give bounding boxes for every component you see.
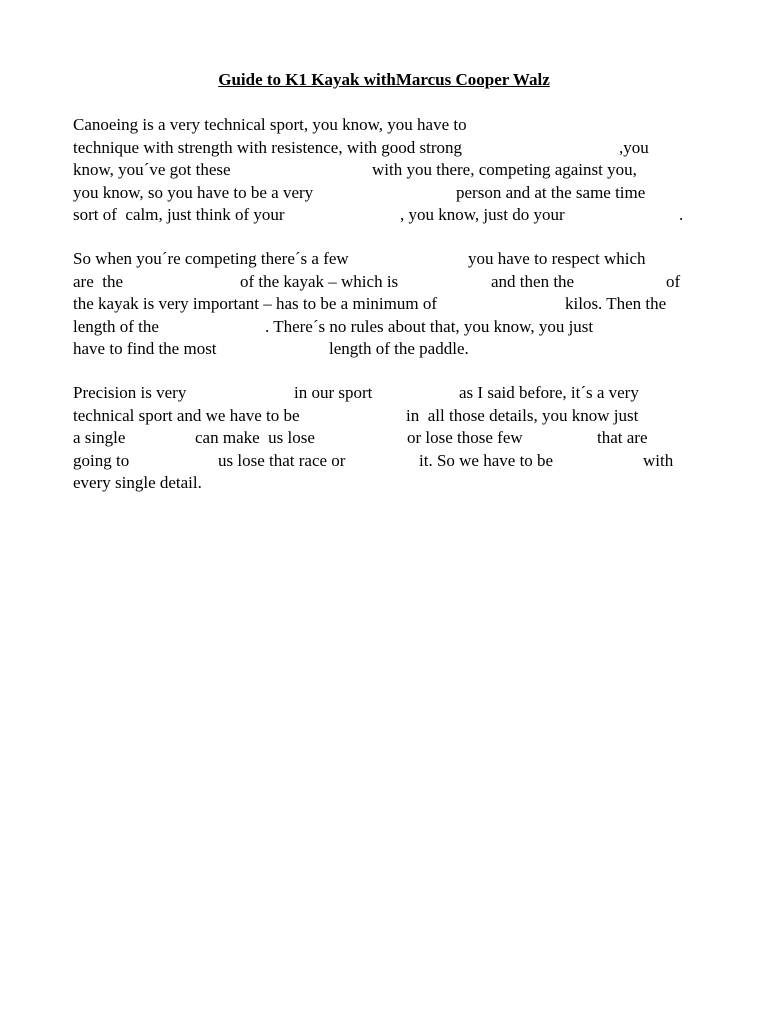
- text-segment: So when you´re competing there´s a few: [73, 249, 349, 268]
- text-segment: the kayak is very important – has to be a minimum of: [73, 294, 438, 313]
- text-line: [73, 338, 693, 361]
- text-line: [73, 182, 693, 205]
- text-segment: and then the: [491, 271, 575, 291]
- text-segment: length of the paddle.: [329, 339, 469, 358]
- text-segment: sort of calm, just think of your: [73, 205, 285, 224]
- text-line: [73, 427, 693, 450]
- paragraph-3: [73, 382, 693, 495]
- text-segment: in all those details, you know just: [406, 405, 639, 425]
- text-segment: every single detail.: [73, 473, 202, 492]
- text-segment: with you there, competing against you,: [372, 160, 637, 179]
- text-segment: have to find the most: [73, 339, 217, 358]
- text-segment: technique with strength with resistence, with good strong: [73, 137, 463, 157]
- text-line: [73, 271, 693, 294]
- text-segment: us lose that race or: [218, 450, 346, 470]
- text-segment: kilos. Then the: [565, 294, 667, 313]
- text-segment: , you know, just do your: [400, 205, 565, 224]
- text-line: [73, 159, 693, 182]
- text-line: [73, 382, 693, 405]
- text-segment: are the: [73, 271, 124, 291]
- text-segment: person and at the same time: [456, 182, 646, 202]
- text-line: [73, 450, 693, 473]
- text-segment: . There´s no rules about that, you know, you just: [265, 316, 594, 336]
- text-segment: you know, so you have to be a very: [73, 182, 314, 202]
- text-segment: it. So we have to be: [419, 450, 554, 470]
- text-segment: Precision is very: [73, 383, 187, 402]
- text-line: [73, 248, 693, 271]
- text-segment: Canoeing is a very technical sport, you know, you have to: [73, 115, 467, 134]
- text-segment: in our sport: [294, 383, 373, 402]
- text-segment: .: [679, 205, 684, 224]
- text-line: [73, 316, 693, 339]
- paragraph-2: [73, 248, 693, 361]
- text-line: [73, 204, 693, 227]
- text-segment: or lose those few: [407, 428, 523, 447]
- text-segment: as I said before, it´s a very: [459, 383, 639, 402]
- text-line: [73, 137, 693, 160]
- text-segment: of: [666, 271, 681, 291]
- text-segment: length of the: [73, 316, 159, 336]
- text-segment: can make us lose: [195, 428, 315, 447]
- text-segment: going to: [73, 450, 130, 470]
- text-line: [73, 114, 693, 137]
- text-segment: know, you´ve got these: [73, 160, 231, 179]
- text-line: [73, 405, 693, 428]
- text-segment: a single: [73, 428, 126, 447]
- text-segment: ,you: [619, 137, 649, 157]
- text-segment: you have to respect which: [468, 249, 646, 268]
- paragraph-1: [73, 114, 693, 227]
- text-segment: with: [643, 450, 674, 470]
- text-line: [73, 293, 693, 316]
- text-segment: technical sport and we have to be: [73, 405, 300, 425]
- text-segment: that are: [597, 428, 648, 447]
- document-title: Guide to K1 Kayak withMarcus Cooper Walz: [218, 70, 550, 89]
- text-segment: of the kayak – which is: [240, 271, 399, 291]
- text-line: [73, 472, 693, 495]
